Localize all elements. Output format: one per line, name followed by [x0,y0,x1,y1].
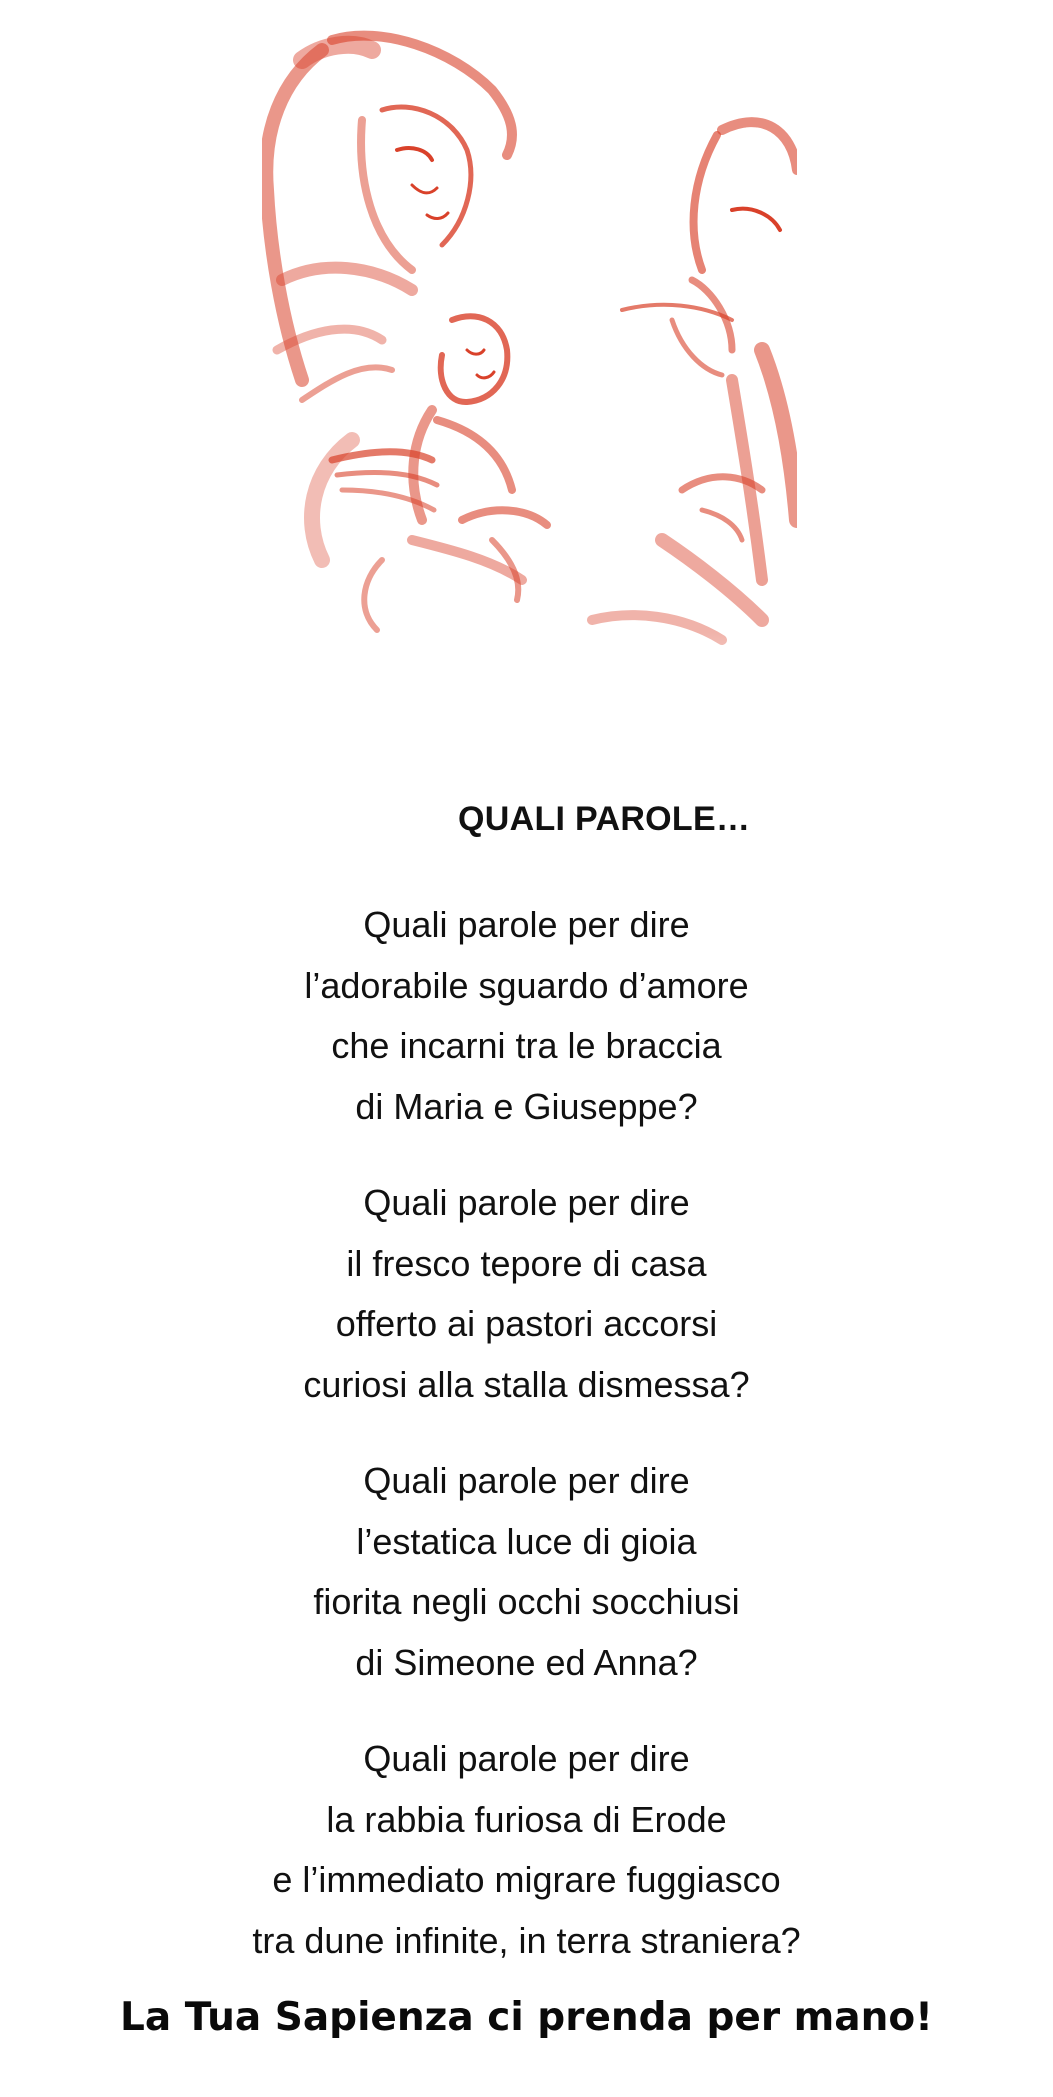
poem-line: Quali parole per dire [363,1738,690,1779]
closing-line: La Tua Sapienza ci prenda per mano! [120,1995,933,2040]
poem-line: e l’immediato migrare fuggiasco [272,1859,781,1900]
poem-line: curiosi alla stalla dismessa? [303,1363,750,1405]
stanza-1 [0,895,1053,1137]
poem-line: Quali parole per dire [363,1460,690,1501]
poem-line: l’adorabile sguardo d’amore [304,964,749,1006]
poem-line: la rabbia furiosa di Erode [326,1798,727,1840]
poem-title: QUALI PAROLE… [458,800,751,838]
stanza-3 [0,1451,1053,1693]
holy-family-sketch-icon [262,20,797,740]
poem-line: il fresco tepore di casa [346,1242,707,1284]
poem-line: l’estatica luce di gioia [356,1520,697,1562]
poem-line: fiorita negli occhi socchiusi [313,1581,740,1622]
poem-line: di Maria e Giuseppe? [355,1085,698,1127]
stanza-2 [0,1173,1053,1415]
poem-line: Quali parole per dire [363,904,690,945]
poem-line: che incarni tra le braccia [331,1025,722,1066]
poem-line: tra dune infinite, in terra straniera? [252,1919,801,1961]
holy-family-illustration [262,20,797,740]
poem-line: Quali parole per dire [363,1182,690,1223]
stanza-4 [0,1729,1053,1971]
poem-body [0,895,1053,2007]
poem-line: di Simeone ed Anna? [355,1641,698,1683]
poem-line: offerto ai pastori accorsi [335,1303,718,1344]
